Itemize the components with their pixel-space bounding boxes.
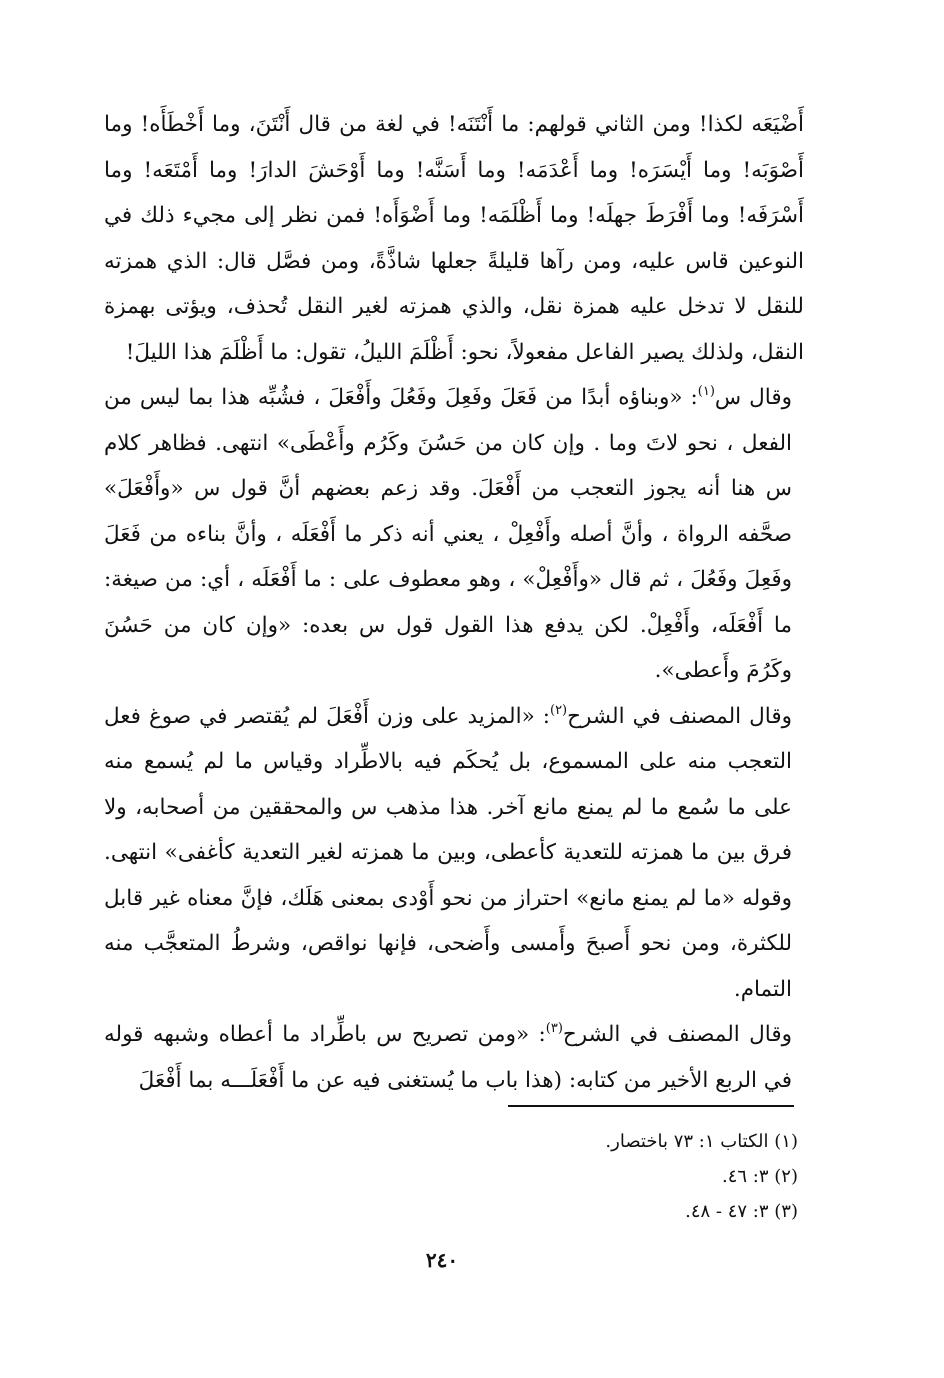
- paragraph-text: : «وبناؤه أبدًا من فَعَلَ وفَعِلَ وفَعُلَ وأَفْعَلَ ، فشُبِّه هذا بما ليس من الفعل ، نحو لاتَ وما . وإن كان من حَسُنَ وكَرُم وأَعْطَى» انتهى. فظاهر كلام س هنا أنه يجوز التعجب من أَفْعَلَ. وقد زعم بعضهم أنَّ قول س «وأَفْعَلَ» صحَّفه الرواة ، وأنَّ أصله وأَفْعِلْ ، يعني أنه ذكر ما أَفْعَلَه ، وأنَّ بناءه من فَعَلَ وفَعِلَ وفَعُلَ ، ثم قال «وأَفْعِلْ» ، وهو معطوف على : ما أَفْعَلَه ، أي: من صيغة: ما أَفْعَلَه، وأَفْعِلْ. لكن يدفع هذا القول قول س بعده: «وإن كان من حَسُنَ وكَرُمَ وأَعطى».: [104, 385, 792, 683]
- paragraph-text: : «ومن تصريح س باطِّراد ما أعطاه وشبهه قوله في الربع الأخير من كتابه: (هذا باب ما يُستغنى فيه عن ما أَفْعَلَـــه بما أَفْعَلَ: [104, 1022, 792, 1093]
- paragraph: [104, 694, 804, 1013]
- paragraph-text: أَضْيَعَه لكذا! ومن الثاني قولهم: ما أَنْتَنَه! في لغة من قال أَنْتَنَ، وما أَخْطَأَه! وما أَصْوَبَه! وما أَيْسَرَه! وما أَعْدَمَه! وما أَسَنَّه! وما أَوْحَشَ الدارَ! وما أَمْتَعَه! وما أَسْرَفَه! وما أَفْرَطَ جهلَه! وما أَظْلَمَه! وما أَضْوَأَه! فمن نظر إلى مجيء ذلك في النوعين قاس عليه، ومن رآها قليلةً جعلها شاذَّةً، ومن فصَّل قال: الذي همزته للنقل لا تدخل عليه همزة نقل، والذي همزته لغير النقل تُحذف، ويؤتى بهمزة النقل، ولذلك يصير الفاعل مفعولاً، نحو: أَظْلَمَ الليلُ، تقول: ما أَظْلَمَ هذا الليلَ!: [104, 112, 804, 365]
- paragraph: [104, 102, 804, 375]
- footnote-separator: [508, 1105, 794, 1107]
- paragraph: [104, 375, 804, 694]
- page-number: ٢٤٠: [425, 1248, 459, 1272]
- footnote: (١) الكتاب ١: ٧٣ باختصار.: [605, 1131, 798, 1152]
- paragraph-lead: وقال المصنف في الشرح: [567, 703, 792, 729]
- footnote-reference: (٢): [549, 702, 568, 718]
- footnote: (٢) ٣: ٤٦.: [722, 1166, 798, 1187]
- paragraph: [104, 1012, 804, 1103]
- footnotes: [420, 1124, 798, 1229]
- footnote-reference: (٣): [545, 1021, 563, 1036]
- paragraph-lead: وقال س: [714, 385, 792, 410]
- footnote: (٣) ٣: ٤٧ - ٤٨.: [685, 1201, 798, 1222]
- paragraph-lead: وقال المصنف في الشرح: [562, 1022, 792, 1047]
- main-text: [104, 102, 804, 1103]
- paragraph-text: : «المزيد على وزن أَفْعَلَ لم يُقتصر في صوغ فعل التعجب منه على المسموع، بل يُحكَم فيه بالاطِّراد وقياس ما لم يُسمع منه على ما سُمع ما لم يمنع مانع آخر. هذا مذهب س والمحققين من أصحابه، ولا فرق بين ما همزته للتعدية كأعطى، وبين ما همزته لغير التعدية كأغفى» انتهى. وقوله «ما لم يمنع مانع» احتراز من نحو أَوْدى بمعنى هَلَك، فإنَّ معناه غير قابل للكثرة، ومن نحو أَصبحَ وأَمسى وأَضحى، فإنها نواقص، وشرطُ المتعجَّب منه التمام.: [104, 703, 792, 1002]
- footnote-reference: (١): [697, 384, 715, 399]
